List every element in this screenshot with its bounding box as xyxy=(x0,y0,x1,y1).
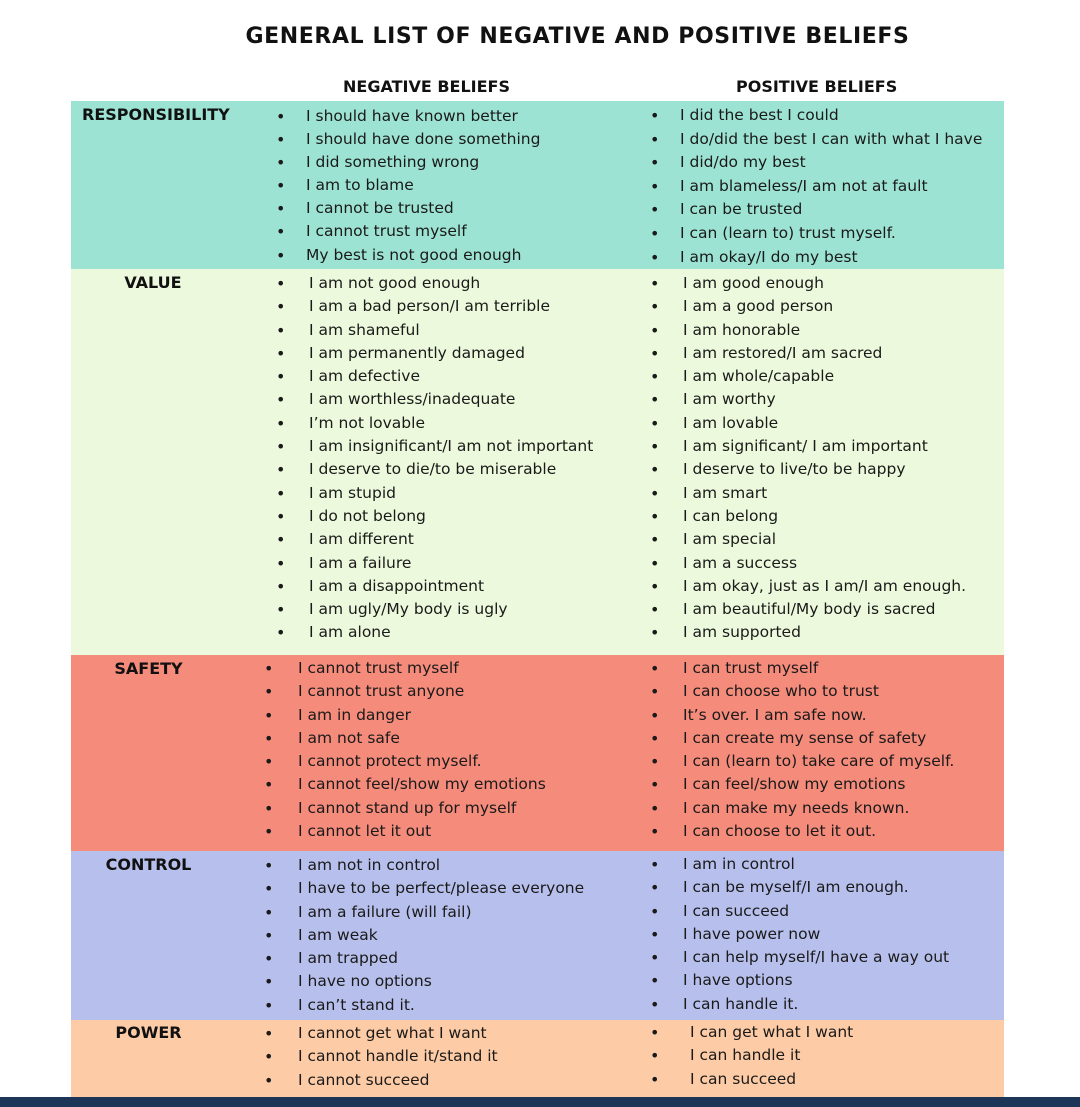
list-item: • I am honorable xyxy=(650,319,966,342)
list-item: • My best is not good enough xyxy=(276,244,540,267)
list-item: • I can succeed xyxy=(650,1068,853,1091)
list-item: • I am beautiful/My body is sacred xyxy=(650,598,966,621)
list-item: • I am defective xyxy=(276,365,593,388)
list-item: • I can choose who to trust xyxy=(650,680,954,703)
negative-beliefs-list xyxy=(264,657,546,843)
positive-beliefs-list xyxy=(650,1021,853,1091)
list-item: • I have to be perfect/please everyone xyxy=(264,877,584,900)
list-item: • I am to blame xyxy=(276,174,540,197)
list-item: • I am shameful xyxy=(276,319,593,342)
list-item: • I am okay, just as I am/I am enough. xyxy=(650,575,966,598)
positive-beliefs-list xyxy=(650,853,949,1016)
list-item: • I am supported xyxy=(650,621,966,644)
list-item: • I cannot get what I want xyxy=(264,1022,498,1045)
list-item: • I cannot succeed xyxy=(264,1069,498,1092)
list-item: • I can handle it. xyxy=(650,993,949,1016)
section-value xyxy=(71,269,1004,655)
list-item: • I did/do my best xyxy=(650,151,982,175)
list-item: • I am insignificant/I am not important xyxy=(276,435,593,458)
bottom-bar xyxy=(0,1097,1080,1107)
list-item: • I can (learn to) take care of myself. xyxy=(650,750,954,773)
negative-beliefs-list xyxy=(264,854,584,1017)
list-item: • I deserve to die/to be miserable xyxy=(276,458,593,481)
list-item: • I am in danger xyxy=(264,704,546,727)
section-label: POWER xyxy=(115,1023,182,1042)
list-item: • I am whole/capable xyxy=(650,365,966,388)
list-item: • I can help myself/I have a way out xyxy=(650,946,949,969)
list-item: • I cannot handle it/stand it xyxy=(264,1045,498,1068)
list-item: • I am alone xyxy=(276,621,593,644)
list-item: • I should have done something xyxy=(276,128,540,151)
list-item: • I am not safe xyxy=(264,727,546,750)
list-item: • I’m not lovable xyxy=(276,412,593,435)
list-item: • I cannot feel/show my emotions xyxy=(264,773,546,796)
list-item: • I can choose to let it out. xyxy=(650,820,954,843)
list-item: • I did something wrong xyxy=(276,151,540,174)
list-item: • I am restored/I am sacred xyxy=(650,342,966,365)
positive-beliefs-list xyxy=(650,657,954,843)
list-item: • I can (learn to) trust myself. xyxy=(650,222,982,246)
list-item: • I can trust myself xyxy=(650,657,954,680)
list-item: • I am blameless/I am not at fault xyxy=(650,175,982,199)
list-item: • I am ugly/My body is ugly xyxy=(276,598,593,621)
section-label: RESPONSIBILITY xyxy=(82,105,230,124)
list-item: • I am stupid xyxy=(276,482,593,505)
list-item: • I can’t stand it. xyxy=(264,994,584,1017)
list-item: • I can be trusted xyxy=(650,198,982,222)
list-item: • I am permanently damaged xyxy=(276,342,593,365)
list-item: • I am a success xyxy=(650,552,966,575)
list-item: • I have options xyxy=(650,969,949,992)
negative-beliefs-list xyxy=(276,272,593,645)
negative-beliefs-header: NEGATIVE BELIEFS xyxy=(343,77,510,96)
list-item: • I am not in control xyxy=(264,854,584,877)
list-item: • I can feel/show my emotions xyxy=(650,773,954,796)
list-item: • I am weak xyxy=(264,924,584,947)
section-control xyxy=(71,851,1004,1020)
list-item: • I cannot trust anyone xyxy=(264,680,546,703)
section-label: SAFETY xyxy=(114,659,183,678)
list-item: • I have no options xyxy=(264,970,584,993)
list-item: • I cannot trust myself xyxy=(276,220,540,243)
list-item: • I am okay/I do my best xyxy=(650,246,982,270)
section-label: VALUE xyxy=(124,273,182,292)
list-item: • I cannot protect myself. xyxy=(264,750,546,773)
list-item: • I deserve to live/to be happy xyxy=(650,458,966,481)
list-item: • I am smart xyxy=(650,482,966,505)
list-item: • I cannot trust myself xyxy=(264,657,546,680)
list-item: • I am a disappointment xyxy=(276,575,593,598)
list-item: • It’s over. I am safe now. xyxy=(650,704,954,727)
list-item: • I cannot be trusted xyxy=(276,197,540,220)
positive-beliefs-list xyxy=(650,104,982,269)
section-responsibility xyxy=(71,101,1004,269)
list-item: • I am worthy xyxy=(650,388,966,411)
list-item: • I am in control xyxy=(650,853,949,876)
list-item: • I am significant/ I am important xyxy=(650,435,966,458)
list-item: • I cannot let it out xyxy=(264,820,546,843)
list-item: • I am lovable xyxy=(650,412,966,435)
list-item: • I can get what I want xyxy=(650,1021,853,1044)
list-item: • I am a good person xyxy=(650,295,966,318)
list-item: • I can make my needs known. xyxy=(650,797,954,820)
list-item: • I am a failure xyxy=(276,552,593,575)
section-power xyxy=(71,1020,1004,1097)
list-item: • I am different xyxy=(276,528,593,551)
list-item: • I do not belong xyxy=(276,505,593,528)
list-item: • I have power now xyxy=(650,923,949,946)
positive-beliefs-list xyxy=(650,272,966,645)
negative-beliefs-list xyxy=(276,105,540,267)
positive-beliefs-header: POSITIVE BELIEFS xyxy=(736,77,898,96)
list-item: • I can create my sense of safety xyxy=(650,727,954,750)
list-item: • I do/did the best I can with what I have xyxy=(650,128,982,152)
page-title: GENERAL LIST OF NEGATIVE AND POSITIVE BELIEFS xyxy=(245,24,910,49)
list-item: • I cannot stand up for myself xyxy=(264,797,546,820)
list-item: • I can handle it xyxy=(650,1044,853,1067)
negative-beliefs-list xyxy=(264,1022,498,1092)
list-item: • I am trapped xyxy=(264,947,584,970)
list-item: • I am good enough xyxy=(650,272,966,295)
list-item: • I did the best I could xyxy=(650,104,982,128)
list-item: • I am worthless/inadequate xyxy=(276,388,593,411)
section-safety xyxy=(71,655,1004,851)
list-item: • I am a failure (will fail) xyxy=(264,901,584,924)
list-item: • I can be myself/I am enough. xyxy=(650,876,949,899)
list-item: • I can succeed xyxy=(650,900,949,923)
list-item: • I can belong xyxy=(650,505,966,528)
list-item: • I am not good enough xyxy=(276,272,593,295)
list-item: • I am special xyxy=(650,528,966,551)
list-item: • I should have known better xyxy=(276,105,540,128)
section-label: CONTROL xyxy=(105,855,192,874)
list-item: • I am a bad person/I am terrible xyxy=(276,295,593,318)
